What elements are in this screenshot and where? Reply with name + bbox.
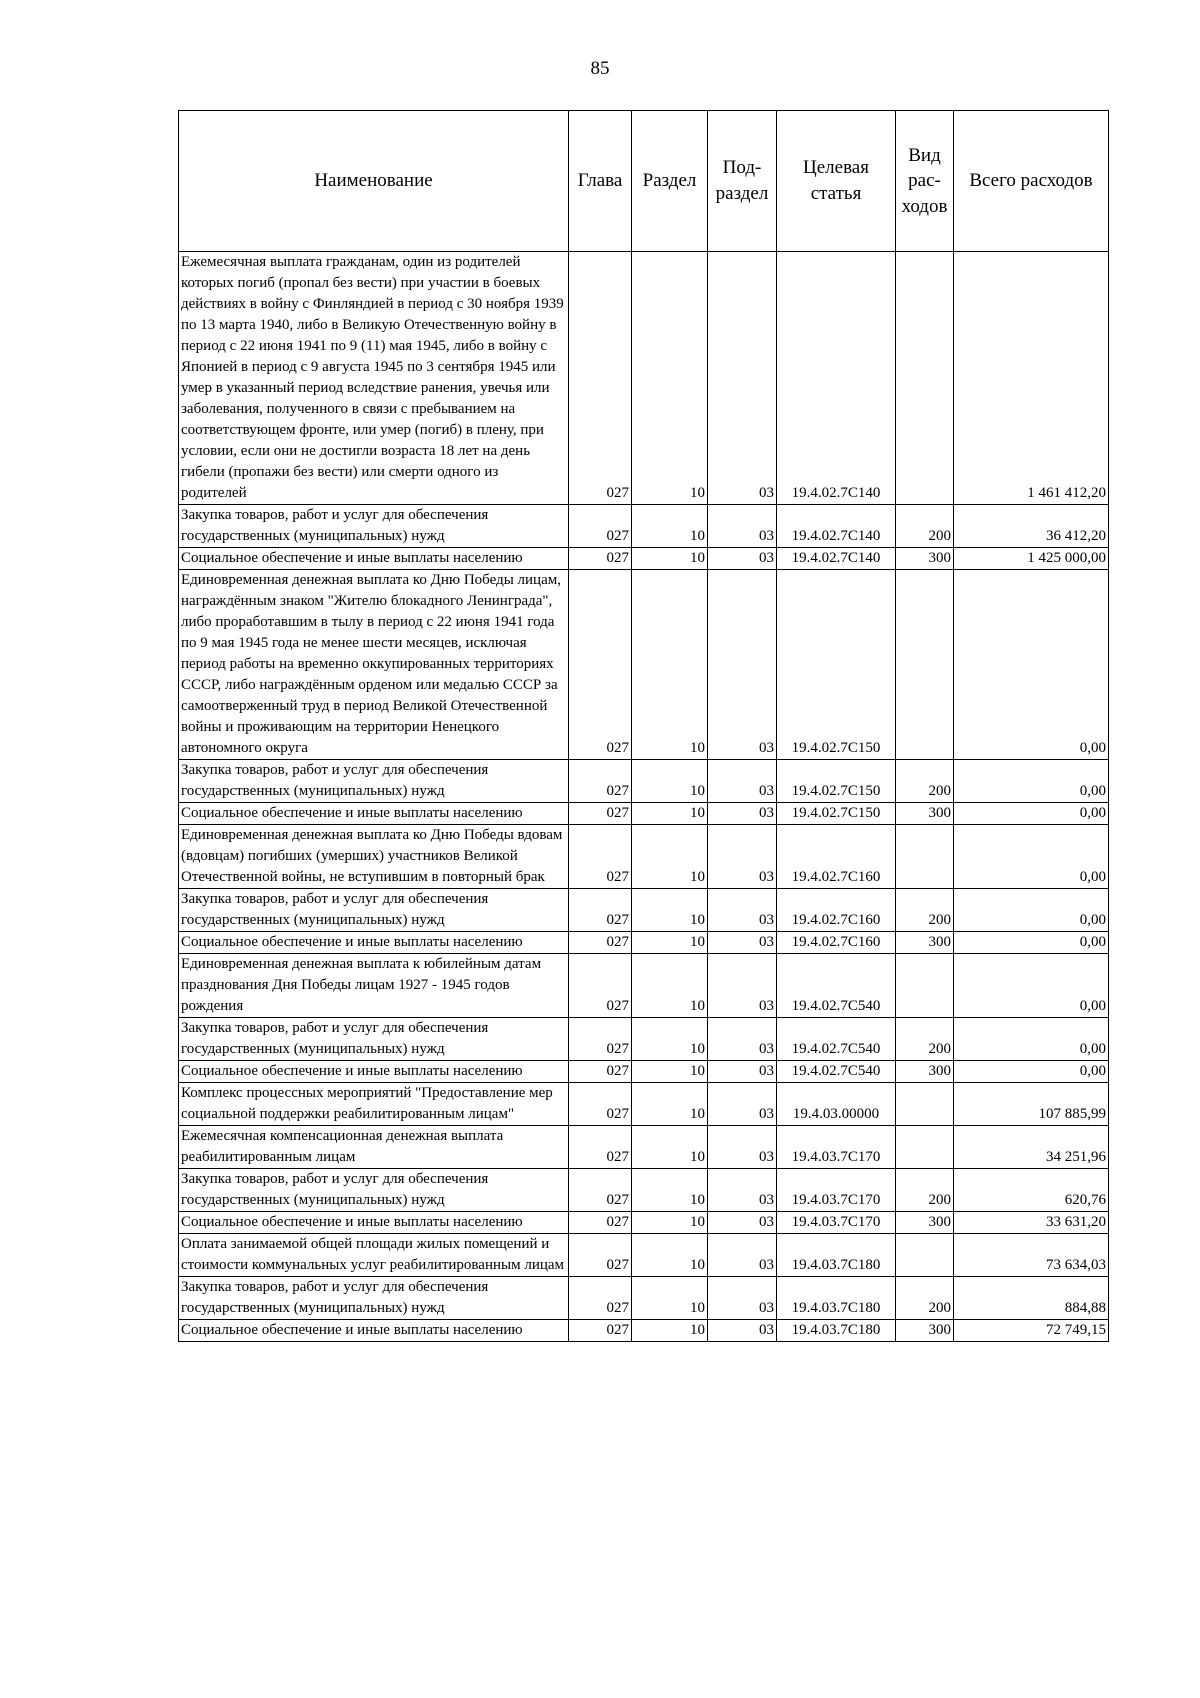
cell-section: 10 <box>632 570 708 760</box>
cell-type <box>896 252 954 505</box>
cell-subsection: 03 <box>708 1277 777 1320</box>
table-row <box>179 1169 1109 1212</box>
cell-chapter: 027 <box>569 803 632 825</box>
header-row <box>179 111 1109 252</box>
cell-subsection: 03 <box>708 1320 777 1342</box>
cell-type <box>896 1126 954 1169</box>
cell-name: Закупка товаров, работ и услуг для обеспечения государственных (муниципальных) нужд <box>179 760 569 803</box>
table-row <box>179 505 1109 548</box>
table-row <box>179 825 1109 889</box>
table-row <box>179 548 1109 570</box>
cell-target: 19.4.02.7C140 <box>777 548 896 570</box>
table-row <box>179 1320 1109 1342</box>
cell-target: 19.4.02.7C140 <box>777 252 896 505</box>
page-number: 85 <box>590 58 610 79</box>
cell-section: 10 <box>632 1126 708 1169</box>
cell-target: 19.4.02.7C540 <box>777 1061 896 1083</box>
cell-section: 10 <box>632 932 708 954</box>
cell-type: 300 <box>896 1212 954 1234</box>
cell-subsection: 03 <box>708 889 777 932</box>
cell-type <box>896 1083 954 1126</box>
cell-name: Закупка товаров, работ и услуг для обеспечения государственных (муниципальных) нужд <box>179 505 569 548</box>
table-row <box>179 570 1109 760</box>
cell-total: 0,00 <box>954 570 1109 760</box>
cell-target: 19.4.03.7C170 <box>777 1212 896 1234</box>
cell-section: 10 <box>632 803 708 825</box>
cell-name: Единовременная денежная выплата к юбилейным датам празднования Дня Победы лицам 1927 - 1945 годов рождения <box>179 954 569 1018</box>
cell-section: 10 <box>632 1277 708 1320</box>
cell-chapter: 027 <box>569 1061 632 1083</box>
cell-name: Социальное обеспечение и иные выплаты населению <box>179 1061 569 1083</box>
cell-target: 19.4.02.7C160 <box>777 825 896 889</box>
cell-target: 19.4.02.7C160 <box>777 932 896 954</box>
cell-type: 200 <box>896 1018 954 1061</box>
cell-name: Оплата занимаемой общей площади жилых помещений и стоимости коммунальных услуг реабилитированным лицам <box>179 1234 569 1277</box>
cell-subsection: 03 <box>708 1061 777 1083</box>
cell-section: 10 <box>632 954 708 1018</box>
cell-chapter: 027 <box>569 1234 632 1277</box>
table-row <box>179 954 1109 1018</box>
cell-target: 19.4.03.7C180 <box>777 1320 896 1342</box>
cell-total: 0,00 <box>954 889 1109 932</box>
cell-target: 19.4.02.7C540 <box>777 954 896 1018</box>
cell-subsection: 03 <box>708 1083 777 1126</box>
cell-type <box>896 570 954 760</box>
cell-target: 19.4.02.7C150 <box>777 570 896 760</box>
cell-chapter: 027 <box>569 1018 632 1061</box>
cell-chapter: 027 <box>569 505 632 548</box>
table-row <box>179 889 1109 932</box>
cell-chapter: 027 <box>569 760 632 803</box>
cell-target: 19.4.03.7C170 <box>777 1126 896 1169</box>
cell-total: 0,00 <box>954 932 1109 954</box>
cell-name: Ежемесячная компенсационная денежная выплата реабилитированным лицам <box>179 1126 569 1169</box>
cell-section: 10 <box>632 825 708 889</box>
cell-name: Единовременная денежная выплата ко Дню Победы вдовам (вдовцам) погибших (умерших) участников Великой Отечественной войны, не вступившим в повторный брак <box>179 825 569 889</box>
cell-section: 10 <box>632 1169 708 1212</box>
cell-target: 19.4.03.7C180 <box>777 1277 896 1320</box>
cell-type: 300 <box>896 932 954 954</box>
header-chapter: Глава <box>569 111 632 252</box>
cell-subsection: 03 <box>708 570 777 760</box>
header-section: Раздел <box>632 111 708 252</box>
cell-total: 0,00 <box>954 954 1109 1018</box>
cell-chapter: 027 <box>569 932 632 954</box>
cell-target: 19.4.02.7C140 <box>777 505 896 548</box>
header-type: Вид рас-ходов <box>896 111 954 252</box>
cell-section: 10 <box>632 760 708 803</box>
cell-total: 34 251,96 <box>954 1126 1109 1169</box>
cell-section: 10 <box>632 1234 708 1277</box>
cell-chapter: 027 <box>569 889 632 932</box>
cell-type: 200 <box>896 760 954 803</box>
table-row <box>179 1018 1109 1061</box>
cell-section: 10 <box>632 1061 708 1083</box>
cell-name: Единовременная денежная выплата ко Дню Победы лицам, награждённым знаком "Жителю блокадного Ленинграда", либо проработавшим в тылу в период с 22 июня 1941 года по 9 мая 1945 года не менее шести месяцев, исключая период работы на временно оккупированных территориях СССР, либо награждённым орденом или медалью СССР за самоотверженный труд в период Великой Отечественной войны и проживающим на территории Ненецкого автономного округа <box>179 570 569 760</box>
cell-total: 1 461 412,20 <box>954 252 1109 505</box>
table-row <box>179 1126 1109 1169</box>
header-subsection: Под-раздел <box>708 111 777 252</box>
cell-chapter: 027 <box>569 1083 632 1126</box>
cell-total: 107 885,99 <box>954 1083 1109 1126</box>
cell-name: Социальное обеспечение и иные выплаты населению <box>179 1212 569 1234</box>
cell-type <box>896 825 954 889</box>
cell-name: Комплекс процессных мероприятий "Предоставление мер социальной поддержки реабилитированным лицам" <box>179 1083 569 1126</box>
cell-total: 620,76 <box>954 1169 1109 1212</box>
cell-chapter: 027 <box>569 252 632 505</box>
cell-total: 884,88 <box>954 1277 1109 1320</box>
cell-total: 0,00 <box>954 1018 1109 1061</box>
cell-section: 10 <box>632 1018 708 1061</box>
cell-subsection: 03 <box>708 505 777 548</box>
cell-section: 10 <box>632 889 708 932</box>
cell-chapter: 027 <box>569 548 632 570</box>
cell-name: Социальное обеспечение и иные выплаты населению <box>179 803 569 825</box>
cell-subsection: 03 <box>708 1234 777 1277</box>
cell-subsection: 03 <box>708 825 777 889</box>
cell-type: 300 <box>896 1061 954 1083</box>
cell-target: 19.4.03.7C180 <box>777 1234 896 1277</box>
cell-type: 200 <box>896 505 954 548</box>
cell-total: 0,00 <box>954 760 1109 803</box>
cell-name: Социальное обеспечение и иные выплаты населению <box>179 932 569 954</box>
cell-chapter: 027 <box>569 1212 632 1234</box>
cell-type <box>896 954 954 1018</box>
cell-section: 10 <box>632 1212 708 1234</box>
cell-subsection: 03 <box>708 252 777 505</box>
cell-section: 10 <box>632 1083 708 1126</box>
cell-total: 1 425 000,00 <box>954 548 1109 570</box>
cell-name: Закупка товаров, работ и услуг для обеспечения государственных (муниципальных) нужд <box>179 1169 569 1212</box>
cell-name: Закупка товаров, работ и услуг для обеспечения государственных (муниципальных) нужд <box>179 1018 569 1061</box>
cell-type: 300 <box>896 548 954 570</box>
cell-chapter: 027 <box>569 954 632 1018</box>
cell-subsection: 03 <box>708 1169 777 1212</box>
cell-target: 19.4.03.7C170 <box>777 1169 896 1212</box>
cell-type: 300 <box>896 1320 954 1342</box>
cell-subsection: 03 <box>708 1126 777 1169</box>
cell-target: 19.4.02.7C150 <box>777 760 896 803</box>
cell-subsection: 03 <box>708 1018 777 1061</box>
cell-name: Закупка товаров, работ и услуг для обеспечения государственных (муниципальных) нужд <box>179 1277 569 1320</box>
header-target: Целевая статья <box>777 111 896 252</box>
cell-type <box>896 1234 954 1277</box>
cell-total: 33 631,20 <box>954 1212 1109 1234</box>
cell-section: 10 <box>632 252 708 505</box>
cell-name: Социальное обеспечение и иные выплаты населению <box>179 1320 569 1342</box>
table-header <box>179 111 1109 252</box>
table-row <box>179 1212 1109 1234</box>
cell-total: 36 412,20 <box>954 505 1109 548</box>
cell-type: 200 <box>896 1169 954 1212</box>
cell-target: 19.4.02.7C540 <box>777 1018 896 1061</box>
header-total: Всего расходов <box>954 111 1109 252</box>
cell-type: 200 <box>896 1277 954 1320</box>
budget-table <box>178 110 1109 1342</box>
cell-total: 0,00 <box>954 1061 1109 1083</box>
table-row <box>179 1083 1109 1126</box>
cell-type: 200 <box>896 889 954 932</box>
table-row <box>179 803 1109 825</box>
cell-subsection: 03 <box>708 954 777 1018</box>
cell-subsection: 03 <box>708 548 777 570</box>
cell-name: Закупка товаров, работ и услуг для обеспечения государственных (муниципальных) нужд <box>179 889 569 932</box>
table-row <box>179 1234 1109 1277</box>
cell-subsection: 03 <box>708 932 777 954</box>
cell-target: 19.4.02.7C160 <box>777 889 896 932</box>
cell-total: 73 634,03 <box>954 1234 1109 1277</box>
cell-chapter: 027 <box>569 1320 632 1342</box>
cell-target: 19.4.02.7C150 <box>777 803 896 825</box>
cell-chapter: 027 <box>569 570 632 760</box>
cell-subsection: 03 <box>708 803 777 825</box>
cell-section: 10 <box>632 548 708 570</box>
cell-subsection: 03 <box>708 1212 777 1234</box>
cell-target: 19.4.03.00000 <box>777 1083 896 1126</box>
table-row <box>179 932 1109 954</box>
table-row <box>179 1061 1109 1083</box>
cell-chapter: 027 <box>569 1126 632 1169</box>
header-name: Наименование <box>179 111 569 252</box>
cell-total: 0,00 <box>954 803 1109 825</box>
cell-chapter: 027 <box>569 825 632 889</box>
cell-total: 0,00 <box>954 825 1109 889</box>
cell-section: 10 <box>632 505 708 548</box>
cell-section: 10 <box>632 1320 708 1342</box>
table-row <box>179 1277 1109 1320</box>
table-row <box>179 760 1109 803</box>
cell-name: Социальное обеспечение и иные выплаты населению <box>179 548 569 570</box>
cell-type: 300 <box>896 803 954 825</box>
cell-total: 72 749,15 <box>954 1320 1109 1342</box>
cell-chapter: 027 <box>569 1169 632 1212</box>
cell-name: Ежемесячная выплата гражданам, один из родителей которых погиб (пропал без вести) при участии в боевых действиях в войну с Финляндией в период с 30 ноября 1939 по 13 марта 1940, либо в Великую Отечественную войну в период с 22 июня 1941 по 9 (11) мая 1945, либо в войну с Японией в период с 9 августа 1945 по 3 сентября 1945 или умер в указанный период вследствие ранения, увечья или заболевания, полученного в связи с пребыванием на соответствующем фронте, или умер (погиб) в плену, при условии, если они не достигли возраста 18 лет на день гибели (пропажи без вести) или смерти одного из родителей <box>179 252 569 505</box>
cell-subsection: 03 <box>708 760 777 803</box>
table-row <box>179 252 1109 505</box>
table-body <box>179 252 1109 1342</box>
cell-chapter: 027 <box>569 1277 632 1320</box>
